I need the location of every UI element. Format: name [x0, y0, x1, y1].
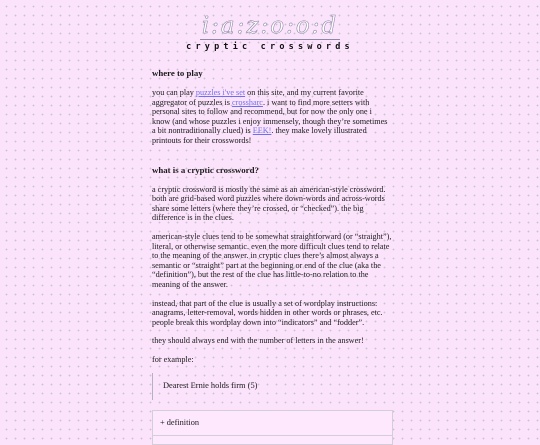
next-details-toggle[interactable] [152, 436, 393, 445]
text-span: . i want to find more setters with personal sites to follow and recommend, but for now the only one i know (and whose puzzles i enjoy immensely, though they’re sometimes a bit nontraditionally clued) is [152, 97, 388, 136]
puzzles-link[interactable]: puzzles i've set [195, 88, 246, 97]
what-paragraph-2: american-style clues tend to be somewhat straightforward (or “straight”), literal, or otherwise semantic. even the more difficult clues tend to relate to the meaning of the answer. in cryptic clues there’s almost always a semantic or “straight” part at the beginning or end of the clue (aka the “definition”), but the rest of the clue has little-to-no relation to the meaning of the answer. [152, 231, 392, 289]
example-clue-quote: Dearest Ernie holds firm (5) [152, 373, 392, 400]
where-to-play-paragraph [152, 88, 392, 146]
site-tagline: cryptic crosswords [186, 42, 354, 52]
what-paragraph-1: a cryptic crossword is mostly the same as an american-style crossword. both are grid-based word puzzles where down-words and across-words share some letters (where they’re crossed, or “checked”). the big difference is in the clues. [152, 184, 386, 223]
main-content [152, 68, 392, 445]
what-paragraph-4: they should always end with the number of letters in the answer! [152, 336, 364, 346]
what-paragraph-5: for example: [152, 354, 194, 364]
site-logo[interactable]: i:a:z:o:o:d [201, 13, 339, 39]
what-is-heading: what is a cryptic crossword? [152, 164, 259, 175]
crosshare-link[interactable]: crossharc [232, 97, 263, 107]
where-to-play-heading: where to play [152, 68, 203, 78]
text-span: on this site, and my current favorite aggregator of puzzles is [152, 88, 364, 107]
definition-details-toggle[interactable]: + definition [152, 410, 393, 436]
what-paragraph-3: instead, that part of the clue is usually a set of wordplay instructions: anagrams, letter-removal, words hidden in other words or phrases, etc. people break this wordplay down into “indicators” and “fodder”. [152, 298, 383, 327]
site-header [0, 14, 540, 40]
eek-link[interactable]: EEK! [252, 126, 272, 136]
text-span: . they make lovely illustrated printouts for their crosswords! [152, 126, 367, 145]
text-span: you can play [152, 88, 196, 97]
